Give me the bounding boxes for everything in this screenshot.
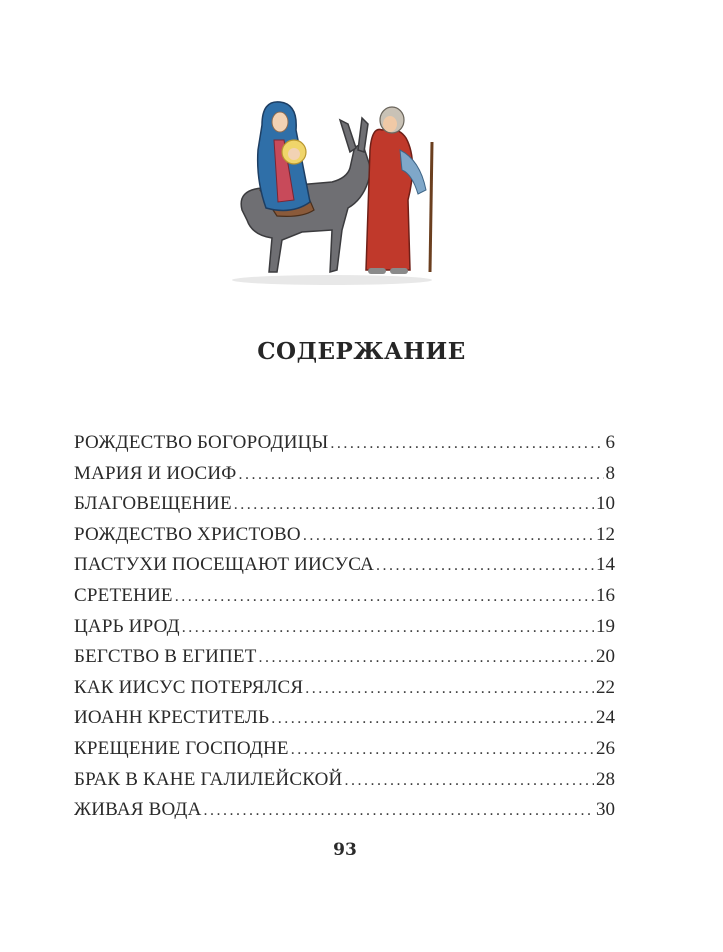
toc-entry-page: 30: [596, 799, 615, 821]
toc-entry-title: БРАК В КАНЕ ГАЛИЛЕЙСКОЙ: [74, 768, 343, 790]
toc-leader-dots: [344, 772, 594, 790]
toc-entry-title: КАК ИИСУС ПОТЕРЯЛСЯ: [74, 676, 304, 698]
toc-entry[interactable]: [74, 524, 615, 555]
toc-entry-title: РОЖДЕСТВО ХРИСТОВО: [74, 523, 301, 545]
toc-entry[interactable]: [74, 707, 615, 738]
toc-entry-title: СРЕТЕНИЕ: [74, 584, 173, 606]
toc-entry-title: РОЖДЕСТВО БОГОРОДИЦЫ: [74, 432, 329, 453]
toc-entry-page: 12: [596, 523, 615, 545]
toc-leader-dots: [238, 466, 603, 484]
toc-entry-title: ЦАРЬ ИРОД: [74, 615, 180, 637]
toc-entry[interactable]: [74, 738, 615, 769]
toc-entry-page: 19: [596, 615, 615, 637]
toc-entry[interactable]: [74, 616, 615, 647]
toc-entry-page: 6: [605, 432, 615, 453]
toc-entry[interactable]: [74, 493, 615, 524]
toc-leader-dots: [234, 496, 594, 514]
page-number: 93: [333, 840, 357, 860]
toc-entry[interactable]: [74, 463, 615, 494]
toc-leader-dots: [330, 435, 603, 453]
toc-entry-page: 8: [605, 462, 615, 484]
toc-entry[interactable]: [74, 432, 615, 463]
toc-entry[interactable]: [74, 585, 615, 616]
toc-entry[interactable]: [74, 799, 615, 830]
table-of-contents: [74, 432, 615, 830]
toc-entry-page: 20: [596, 646, 615, 668]
toc-leader-dots: [204, 802, 595, 820]
toc-entry[interactable]: [74, 769, 615, 800]
toc-entry-title: ЖИВАЯ ВОДА: [74, 799, 202, 821]
toc-entry-title: ИОАНН КРЕСТИТЕЛЬ: [74, 707, 270, 729]
toc-entry-title: МАРИЯ И ИОСИФ: [74, 462, 237, 484]
page-title: СОДЕРЖАНИЕ: [257, 338, 466, 365]
toc-leader-dots: [175, 588, 594, 606]
flight-into-egypt-illustration: [222, 90, 452, 290]
toc-entry[interactable]: [74, 677, 615, 708]
toc-entry-page: 14: [596, 554, 615, 576]
toc-entry-page: 28: [596, 768, 615, 790]
toc-entry-title: БЛАГОВЕЩЕНИЕ: [74, 493, 232, 515]
toc-entry-page: 22: [596, 676, 615, 698]
toc-leader-dots: [305, 680, 594, 698]
toc-leader-dots: [376, 557, 594, 575]
toc-entry-page: 26: [596, 737, 615, 759]
toc-entry-title: ПАСТУХИ ПОСЕЩАЮТ ИИСУСА: [74, 554, 375, 576]
toc-entry-page: 10: [596, 493, 615, 515]
toc-leader-dots: [303, 527, 594, 545]
toc-leader-dots: [182, 619, 594, 637]
toc-leader-dots: [291, 741, 594, 759]
toc-entry-title: БЕГСТВО В ЕГИПЕТ: [74, 646, 257, 668]
toc-entry-page: 16: [596, 584, 615, 606]
toc-entry-page: 24: [596, 707, 615, 729]
toc-entry-title: КРЕЩЕНИЕ ГОСПОДНЕ: [74, 737, 289, 759]
toc-leader-dots: [271, 710, 594, 728]
toc-entry[interactable]: [74, 646, 615, 677]
toc-entry[interactable]: [74, 554, 615, 585]
toc-leader-dots: [259, 649, 594, 667]
